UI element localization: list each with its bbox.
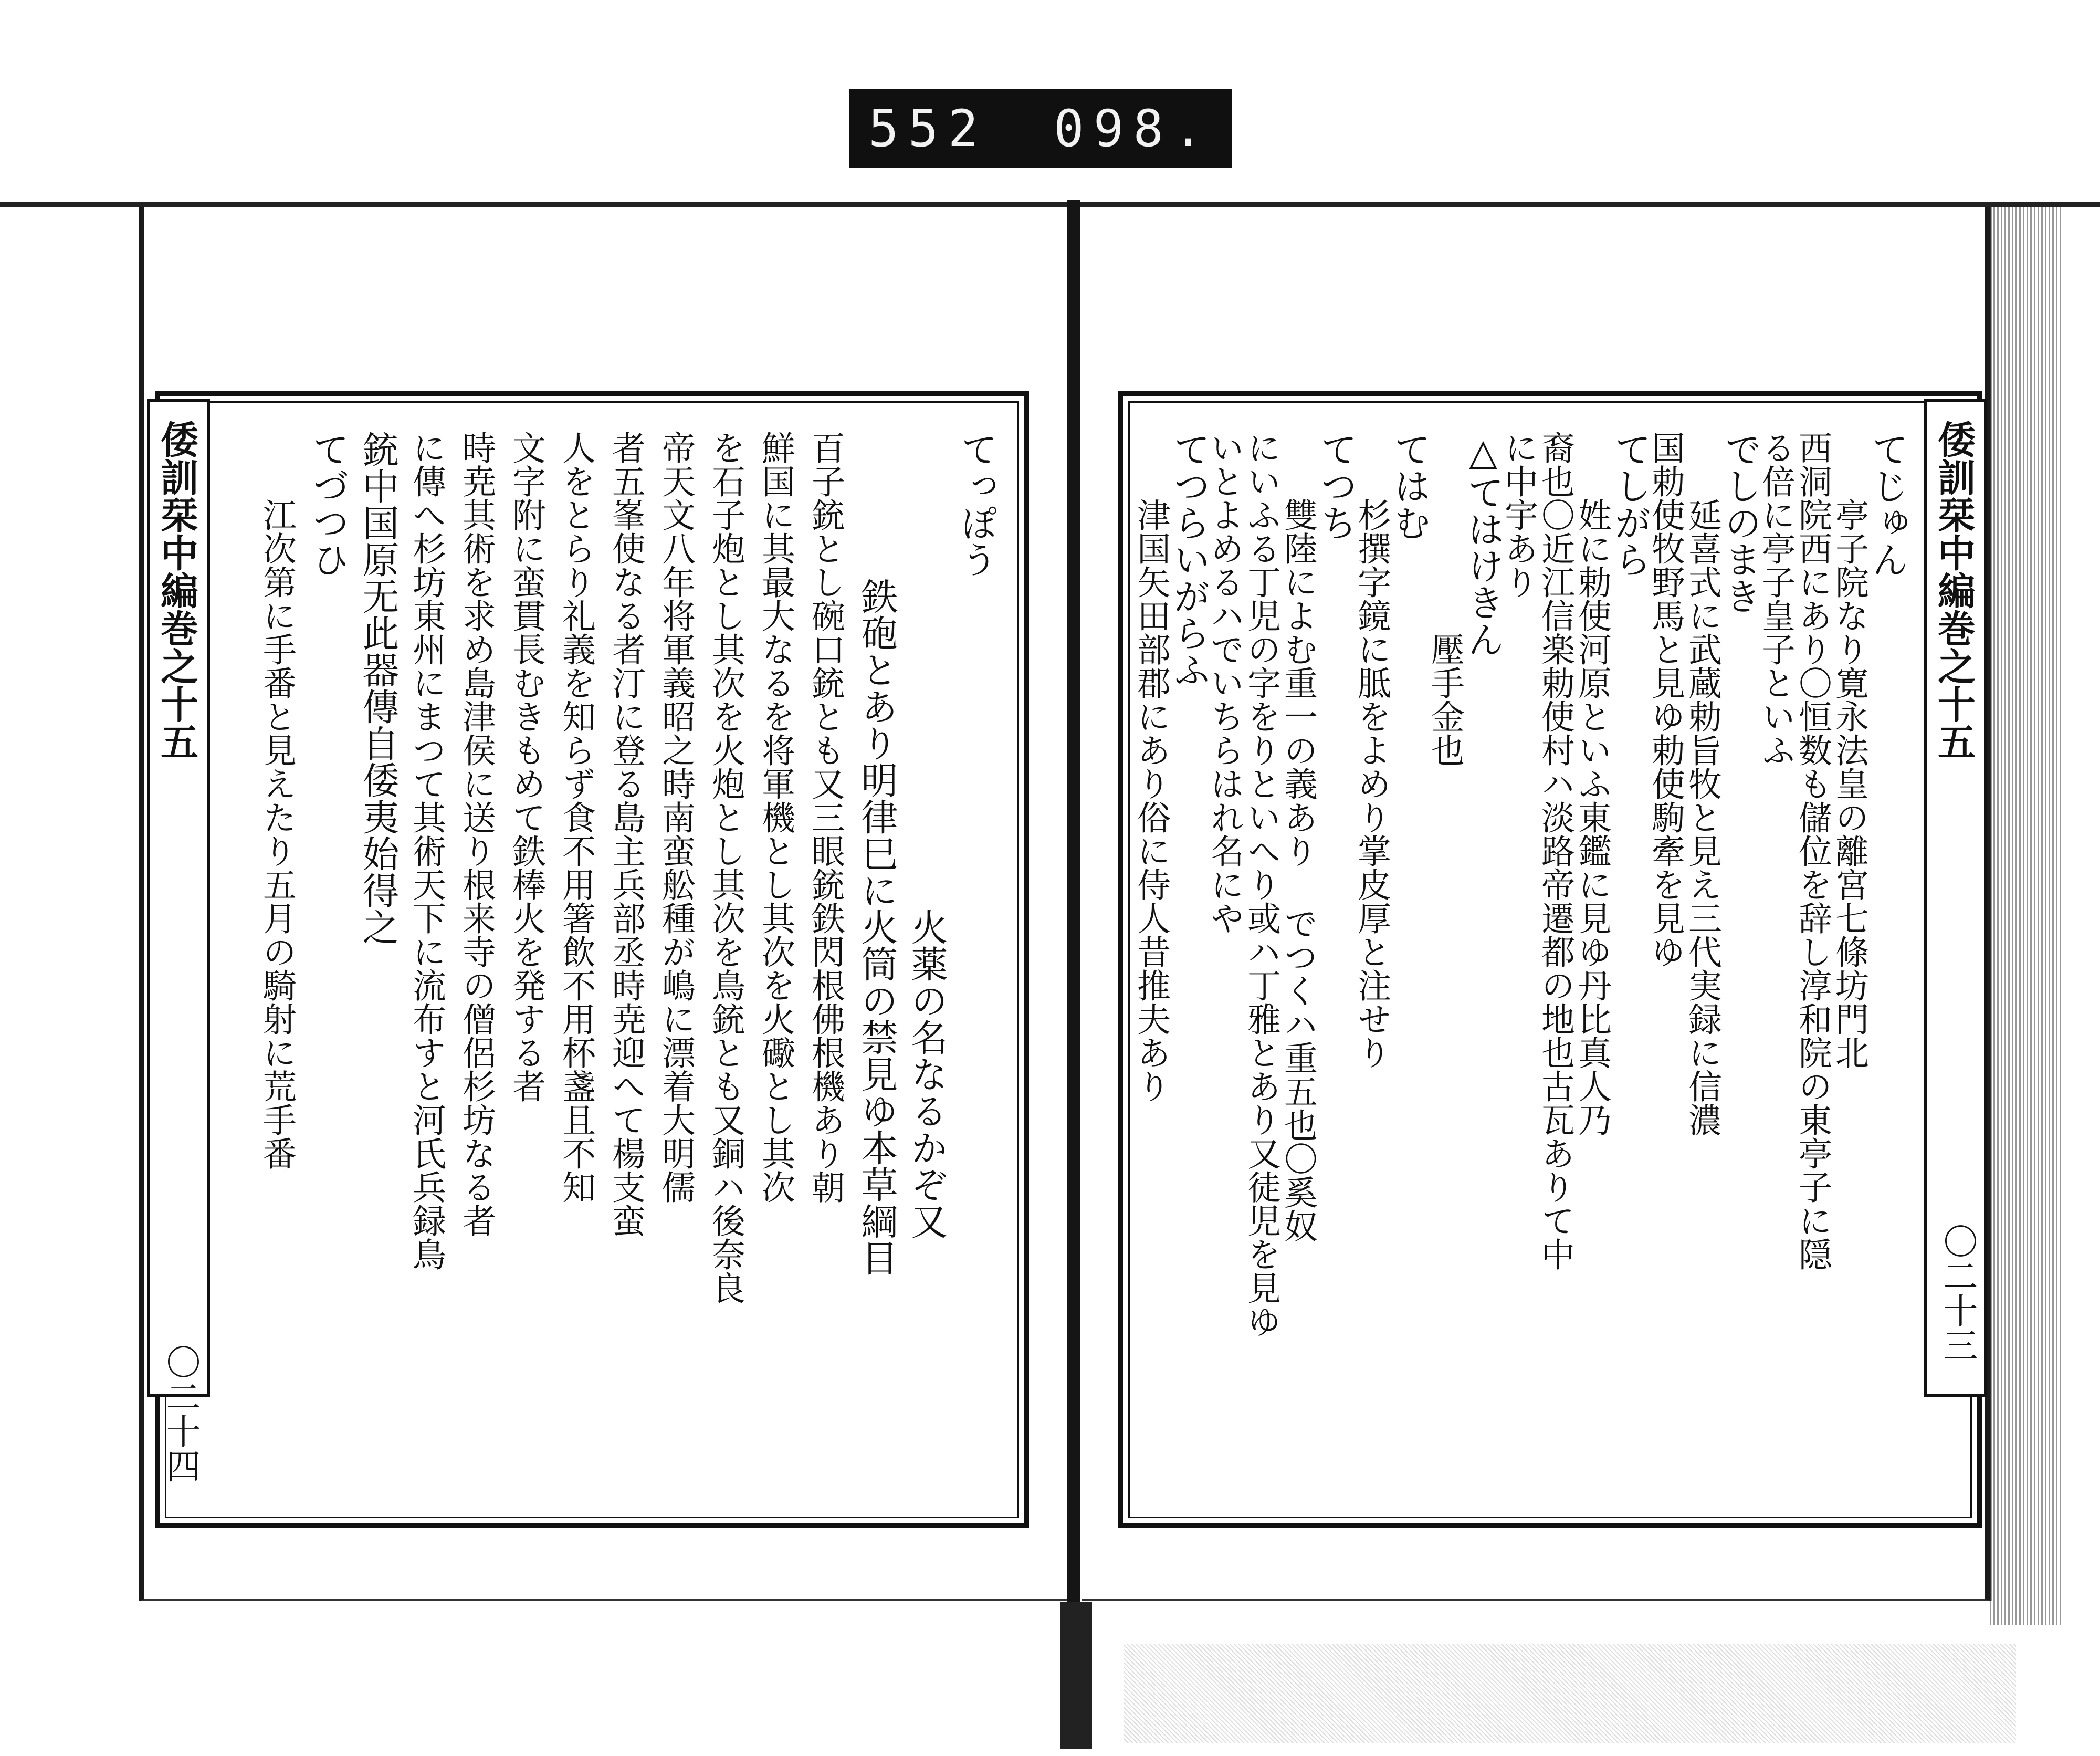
right-col-16: てつち bbox=[1315, 431, 1358, 541]
left-col-7: 帝天文八年将軍義昭之時南蛮舩種が嶋に漂着大明儒 bbox=[656, 431, 695, 1204]
right-col-12: △てはけきん bbox=[1462, 431, 1505, 657]
reel-number-left: 552 bbox=[868, 99, 988, 158]
left-col-6: を石子炮とし其次を火炮とし其次を鳥銃とも又銅ハ後奈良 bbox=[706, 431, 745, 1304]
right-side-title: 倭訓栞中編巻之十五 bbox=[1931, 420, 1976, 760]
right-col-4: る倍に亭子皇子といふ bbox=[1756, 431, 1795, 767]
right-col-8: てしがら bbox=[1609, 431, 1652, 578]
right-col-17: 雙陸によむ重一の義あり でつくハ重五也〇奚奴 bbox=[1278, 431, 1317, 1242]
right-col-15: 杉撰字鏡に胝をよめり掌皮厚と注せり bbox=[1352, 431, 1391, 1069]
left-col-10: 文字附に蛮貫長むきもめて鉄棒火を発する者 bbox=[507, 431, 545, 1103]
left-col-14: てづつひ bbox=[307, 431, 350, 578]
right-col-21: 津国矢田部郡にあり俗に侍人昔推夫あり bbox=[1131, 431, 1170, 1103]
left-col-15: 江次第に手番と見えたり五月の騎射に荒手番 bbox=[257, 431, 296, 1170]
right-col-6: 延喜式に武蔵勅旨牧と見え三代実録に信濃 bbox=[1683, 431, 1721, 1136]
right-col-13: 壓手金也 bbox=[1425, 431, 1464, 767]
right-col-10: 裔也〇近江信楽勅使村ハ淡路帝遷都の地也古瓦ありて中 bbox=[1536, 431, 1574, 1271]
right-col-7: 国勅使牧野馬と見ゆ勅使駒牽を見ゆ bbox=[1646, 431, 1685, 968]
left-col-13: 銃中国原无此器傳自倭夷始得之 bbox=[356, 431, 400, 945]
right-col-5: でしのまき bbox=[1719, 431, 1762, 614]
right-col-14: てはむ bbox=[1388, 431, 1431, 541]
right-col-18: にいふる丁児の字をりといへり或ハ丁雅とあり又徒児を見ゆ bbox=[1242, 431, 1280, 1338]
left-col-4: 百子銃とし碗口銃とも又三眼銃鉄閃根佛根機あり朝 bbox=[806, 431, 845, 1204]
right-col-3: 西洞院西にあり〇恒数も儲位を辞し淳和院の東亭子に隠 bbox=[1793, 431, 1832, 1271]
left-col-9: 人をとらり礼義を知らず食不用箸飲不用杯盞且不知 bbox=[556, 431, 595, 1204]
left-col-1: てっぽう bbox=[955, 431, 998, 578]
right-col-19: いとよめるハでいちらはれ名にや bbox=[1205, 431, 1244, 935]
left-col-12: に傳へ杉坊東州にまつて其術天下に流布すと河氏兵録鳥 bbox=[407, 431, 446, 1271]
left-col-3: 鉄砲とあり明律巳に火筒の禁見ゆ本草綱目 bbox=[855, 431, 898, 1276]
microfilm-reel-label bbox=[849, 89, 1232, 168]
left-col-5: 鮮国に其最大なるを将軍機とし其次を火礮とし其次 bbox=[756, 431, 795, 1204]
right-col-1: てじゅん bbox=[1866, 431, 1909, 578]
page-edge-shading bbox=[1990, 207, 2063, 1625]
book-top-edge bbox=[0, 202, 2100, 207]
left-col-11: 時尭其術を求め島津侯に送り根来寺の僧侶杉坊なる者 bbox=[457, 431, 496, 1237]
right-col-20: てつらいがらふ bbox=[1168, 431, 1211, 688]
book-spine-foot bbox=[1060, 1602, 1092, 1749]
bottom-shading bbox=[1124, 1644, 2016, 1743]
right-col-2: 亭子院なり寛永法皇の離宮七條坊門北 bbox=[1830, 431, 1868, 1069]
right-col-9: 姓に勅使河原といふ東鑑に見ゆ丹比真人乃 bbox=[1572, 431, 1611, 1136]
left-side-title: 倭訓栞中編巻之十五 bbox=[154, 420, 199, 760]
book-spine bbox=[1067, 200, 1080, 1749]
left-page-number: 〇二十四 bbox=[160, 1344, 201, 1483]
right-page-number: 〇二十三 bbox=[1937, 1224, 1978, 1362]
left-col-8: 者五峯使なる者汀に登る島主兵部丞時尭迎へて楊支蛮 bbox=[606, 431, 645, 1237]
reel-number-right: 098. bbox=[1053, 99, 1213, 158]
right-col-11: に中宇あり bbox=[1499, 431, 1538, 599]
left-col-2: 火薬の名なるかぞ又 bbox=[905, 431, 948, 1239]
